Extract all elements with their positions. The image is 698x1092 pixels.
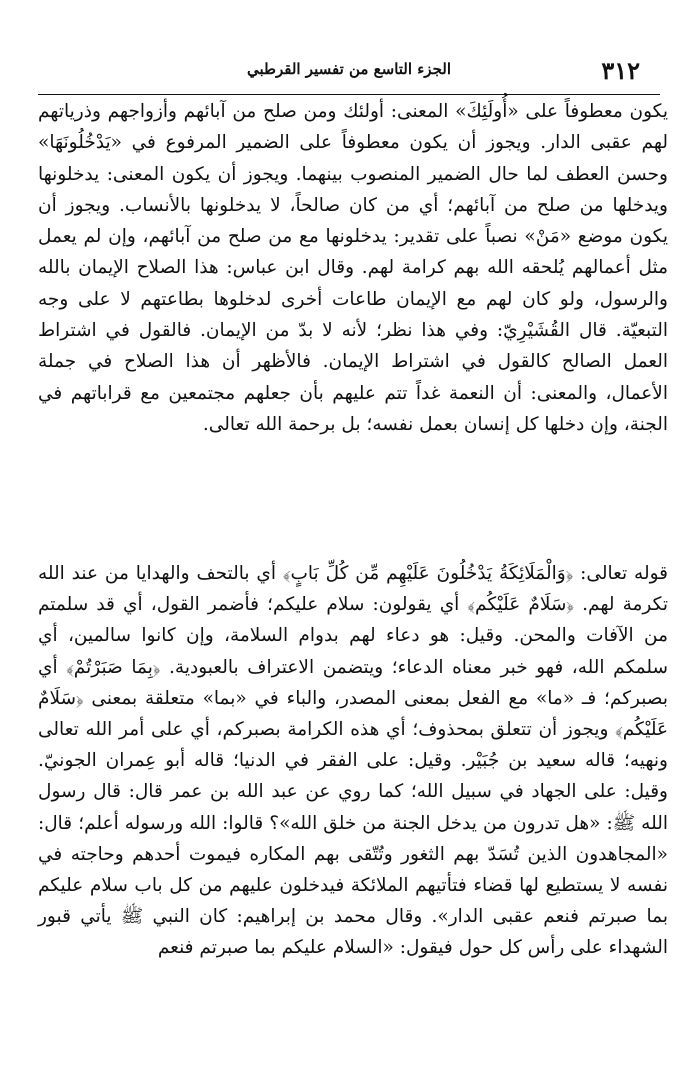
commentary-paragraph-2: قوله تعالى: ﴿وَالْمَلَائِكَةُ يَدْخُلُونَ عَلَيْهِم مِّن كُلِّ بَابٍ﴾ أي بالتحف والهدايا من عند الله تكرمة لهم. ﴿سَلَامٌ عَلَيْكُم﴾ أي يقولون: سلام عليكم؛ فأضمر القول، أي قد سلمتم من الآفات والمحن. وقيل: هو دعاء لهم بدوام السلامة، وإن كانوا سالمين، أي سلمكم الله، فهو خبر معناه الدعاء؛ ويتضمن الاعتراف بالعبودية. ﴿بِمَا صَبَرْتُمْ﴾ أي بصبركم؛ فـ «ما» مع الفعل بمعنى المصدر، والباء في «بما» متعلقة بمعنى ﴿سَلَامٌ عَلَيْكُم﴾ ويجوز أن تتعلق بمحذوف؛ أي هذه الكرامة بصبركم، أي على أمر الله تعالى ونهيه؛ قاله سعيد بن جُبَيْر. وقيل: على الفقر في الدنيا؛ قاله أبو عِمران الجونيّ. وقيل: على الجهاد في سبيل الله؛ كما روي عن عبد الله بن عمر قال: قال رسول الله ﷺ: «هل تدرون من يدخل الجنة من خلق الله»؟ قالوا: الله ورسوله أعلم؛ قال: «المجاهدون الذين تُسَدّ بهم الثغور وتُتّقى بهم المكاره فيموت أحدهم وحاجته في نفسه لا يستطيع لها قضاء فتأتيهم الملائكة فيدخلون عليهم من كل باب سلام عليكم بما صبرتم فنعم عقبى الدار». وقال محمد بن إبراهيم: كان النبي ﷺ يأتي قبور الشهداء على رأس كل حول فيقول: «السلام عليكم بما صبرتم فنعم [38,563,668,959]
commentary-paragraph-1: يكون معطوفاً على «أُولَئِكَ» المعنى: أولئك ومن صلح من آبائهم وأزواجهم وذرياتهم لهم عقبى الدار. ويجوز أن يكون معطوفاً على الضمير المرفوع في «يَدْخُلُونَهَا» وحسن العطف لما حال الضمير المنصوب بينهما. ويجوز أن يكون المعنى: يدخلونها ويدخلها من صلح من آبائهم؛ أي من كان صالحاً، لا يدخلونها بالأنساب. ويجوز أن يكون موضع «مَنْ» نصباً على تقدير: يدخلونها مع من صلح من آبائهم، وإن لم يعمل مثل أعمالهم يُلحقه الله بهم كرامة لهم. وقال ابن عباس: هذا الصلاح الإيمان بالله والرسول، ولو كان لهم مع الإيمان طاعات أخرى لدخلوها بطاعتهم لا على وجه التبعيّة. قال القُشَيْرِيّ: وفي هذا نظر؛ لأنه لا بدّ من الإيمان. فالقول في اشتراط العمل الصالح كالقول في اشتراط الإيمان. فالأظهر أن هذا الصلاح في جملة الأعمال، والمعنى: أن النعمة غداً تتم عليهم بأن جعلهم مجتمعين مع قراباتهم في الجنة، وإن دخلها كل إنسان بعمل نفسه؛ بل برحمة الله تعالى. [38,101,668,435]
header-divider [38,94,660,95]
page-number: ٣١٢ [601,56,640,85]
page-header [40,48,658,86]
running-title: الجزء التاسع من تفسير القرطبي [247,60,451,78]
